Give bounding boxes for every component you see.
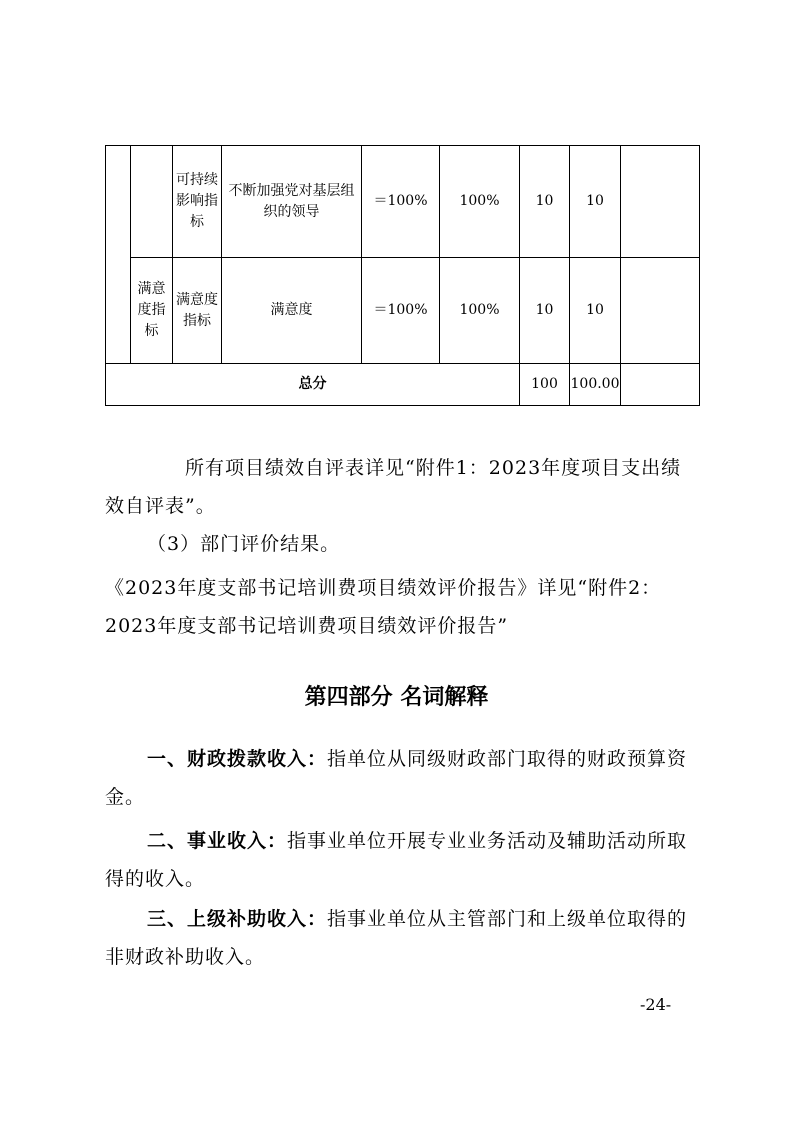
definition-term: 一、财政拨款收入： [147,748,328,770]
total-label: 总分 [106,364,520,406]
performance-table [105,145,700,406]
total-remark [621,364,700,406]
definition-text: 指事业单位从主管部门和上级单位取得的非财政补助收入。 [105,908,688,968]
table-cell-target: ＝100% [362,146,440,258]
table-cell-actual: 100% [440,146,520,258]
table-cell-actual: 100% [440,258,520,364]
table-total-row [106,364,700,406]
attachment-1-paragraph: 所有项目绩效自评表详见“附件1：2023年度项目支出绩效自评表”。 [105,457,682,517]
table-cell-category: 满意度指标 [131,258,173,364]
table-cell-score: 10 [570,258,621,364]
definition-text: 指单位从同级财政部门取得的财政预算资金。 [105,748,688,808]
table-cell-subcategory: 满意度指标 [173,258,222,364]
definition-text: 指事业单位开展专业业务活动及辅助活动所取得的收入。 [105,830,688,890]
total-score: 100.00 [570,364,621,406]
definition-term: 三、上级补助收入： [147,908,328,930]
table-cell-target: ＝100% [362,258,440,364]
definition-item [105,822,700,898]
table-cell-subcategory: 可持续影响指标 [173,146,222,258]
table-cell-remark [621,146,700,258]
table-row [106,146,700,258]
definition-item [105,740,700,816]
table-cell-indicator: 满意度 [222,258,362,364]
evaluation-result-heading: （3）部门评价结果。 [147,533,341,555]
table-cell-level1 [106,146,131,364]
table-cell-score: 10 [570,146,621,258]
attachment-2-paragraph: 《2023年度支部书记培训费项目绩效评价报告》详见“附件2：2023年度支部书记培训费项目绩效评价报告” [105,577,662,637]
table-cell-remark [621,258,700,364]
table-cell-category [131,146,173,258]
table-cell-weight: 10 [520,258,570,364]
total-weight: 100 [520,364,570,406]
table-cell-weight: 10 [520,146,570,258]
definition-term: 二、事业收入： [147,830,288,852]
page-number: -24- [640,995,672,1014]
table-row [106,258,700,364]
section-title: 第四部分 名词解释 [304,685,489,710]
table-cell-indicator: 不断加强党对基层组织的领导 [222,146,362,258]
definition-item [105,900,700,976]
